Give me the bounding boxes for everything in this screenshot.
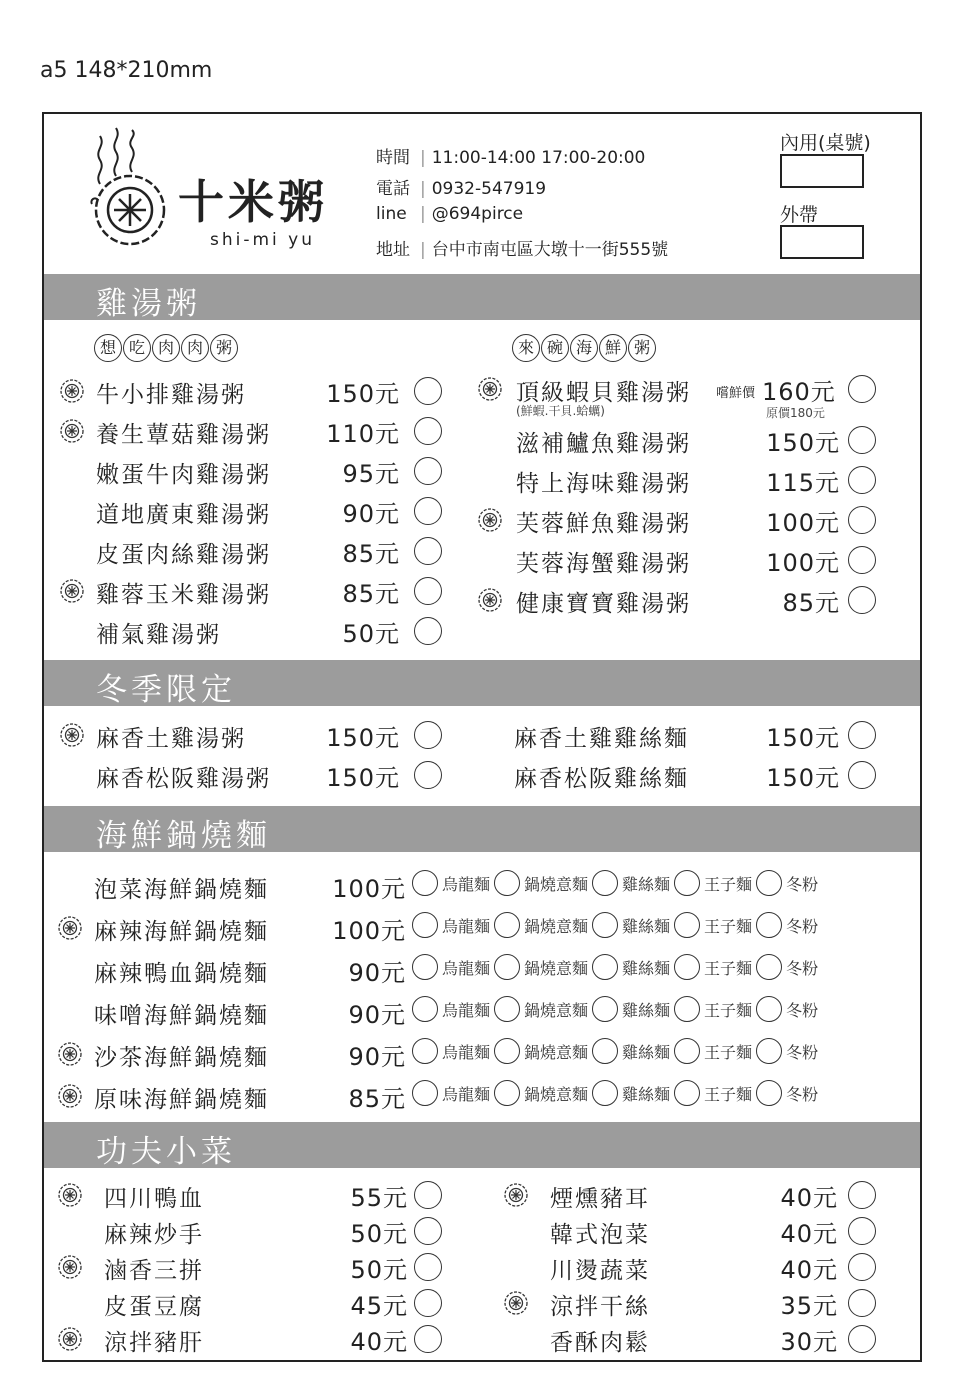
noodle-item-row bbox=[0, 1035, 960, 1073]
item-name: 涼拌豬肝 bbox=[104, 1330, 204, 1356]
takeout-box[interactable] bbox=[780, 225, 864, 259]
noodle-option[interactable] bbox=[592, 954, 670, 980]
item-price: 50元 bbox=[350, 1220, 408, 1248]
noodle-option[interactable] bbox=[494, 1038, 588, 1064]
item-name: 雞蓉玉米雞湯粥 bbox=[96, 582, 271, 608]
noodle-option-checkbox[interactable] bbox=[412, 1038, 438, 1064]
noodle-option[interactable] bbox=[412, 870, 490, 896]
noodle-option[interactable] bbox=[412, 1080, 490, 1106]
item-name: 芙蓉海蟹雞湯粥 bbox=[516, 551, 691, 577]
menu-item-row bbox=[0, 1320, 960, 1358]
item-name: 泡菜海鮮鍋燒麵 bbox=[94, 877, 269, 903]
info-line: line | @694pirce bbox=[376, 204, 524, 224]
item-price: 40元 bbox=[780, 1184, 838, 1212]
item-note: (鮮蝦.干貝.蛤蠣) bbox=[516, 404, 605, 418]
noodle-option[interactable] bbox=[674, 1038, 752, 1064]
section-title: 功夫小菜 bbox=[96, 1134, 236, 1170]
congee-bowl-logo-icon bbox=[86, 126, 182, 256]
menu-item-row bbox=[0, 421, 960, 459]
item-price: 90元 bbox=[342, 500, 400, 528]
noodle-option-label: 王子麵 bbox=[704, 958, 753, 978]
item-price: 55元 bbox=[350, 1184, 408, 1212]
item-name: 麻香松阪雞絲麵 bbox=[514, 766, 689, 792]
tag-char: 碗 bbox=[541, 334, 569, 362]
item-price: 40元 bbox=[780, 1256, 838, 1284]
noodle-option-checkbox[interactable] bbox=[412, 912, 438, 938]
item-name: 麻香松阪雞湯粥 bbox=[96, 766, 271, 792]
item-price: 150元 bbox=[766, 429, 840, 457]
noodle-options bbox=[412, 1038, 822, 1064]
item-name: 麻辣炒手 bbox=[104, 1222, 204, 1248]
item-price: 45元 bbox=[350, 1292, 408, 1320]
item-price: 100元 bbox=[766, 509, 840, 537]
noodle-option[interactable] bbox=[412, 954, 490, 980]
noodle-option[interactable] bbox=[494, 1080, 588, 1106]
noodle-item-row bbox=[0, 1077, 960, 1115]
noodle-option-label: 冬粉 bbox=[786, 1042, 819, 1062]
noodle-option-checkbox[interactable] bbox=[412, 870, 438, 896]
order-checkbox[interactable] bbox=[848, 761, 876, 789]
item-price: 40元 bbox=[780, 1220, 838, 1248]
noodle-option[interactable] bbox=[674, 870, 752, 896]
noodle-option-label: 冬粉 bbox=[786, 916, 819, 936]
section-band-chicken-congee bbox=[44, 274, 920, 320]
tag-char: 鮮 bbox=[599, 334, 627, 362]
noodle-option-label: 雞絲麵 bbox=[622, 916, 671, 936]
noodle-option[interactable] bbox=[494, 870, 588, 896]
takeout-label: 外帶 bbox=[780, 204, 819, 226]
order-checkbox[interactable] bbox=[848, 506, 876, 534]
section-band-sides bbox=[44, 1122, 920, 1168]
noodle-option-label: 雞絲麵 bbox=[622, 874, 671, 894]
item-name: 健康寶寶雞湯粥 bbox=[516, 591, 691, 617]
noodle-option-label: 王子麵 bbox=[704, 1000, 753, 1020]
tag-char: 吃 bbox=[123, 334, 151, 362]
recommended-icon bbox=[478, 588, 502, 612]
item-name: 補氣雞湯粥 bbox=[96, 622, 221, 648]
noodle-options bbox=[412, 1080, 822, 1106]
item-name: 原味海鮮鍋燒麵 bbox=[94, 1087, 269, 1113]
noodle-option-label: 王子麵 bbox=[704, 874, 753, 894]
menu-item-row bbox=[0, 1176, 960, 1214]
item-name: 涼拌干絲 bbox=[550, 1294, 650, 1320]
tag-char: 想 bbox=[94, 334, 122, 362]
noodle-option-checkbox[interactable] bbox=[674, 1080, 700, 1106]
item-name: 芙蓉鮮魚雞湯粥 bbox=[516, 511, 691, 537]
order-checkbox[interactable] bbox=[848, 586, 876, 614]
noodle-option-checkbox[interactable] bbox=[494, 1080, 520, 1106]
section-band-noodles bbox=[44, 806, 920, 852]
item-name: 麻香土雞雞絲麵 bbox=[514, 726, 689, 752]
original-price: 原價180元 bbox=[766, 406, 825, 420]
noodle-options bbox=[412, 912, 822, 938]
noodle-option-label: 王子麵 bbox=[704, 1042, 753, 1062]
info-label: 電話 bbox=[376, 179, 410, 199]
tag-char: 粥 bbox=[210, 334, 238, 362]
info-hours: 時間 | 11:00-14:00 17:00-20:00 bbox=[376, 143, 645, 168]
item-name: 皮蛋豆腐 bbox=[104, 1294, 204, 1320]
item-name: 味噌海鮮鍋燒麵 bbox=[94, 1003, 269, 1029]
noodle-option-label: 烏龍麵 bbox=[442, 874, 491, 894]
recommended-icon bbox=[58, 916, 82, 940]
meat-congee-tag bbox=[94, 334, 238, 364]
noodle-option-label: 雞絲麵 bbox=[622, 958, 671, 978]
item-name: 特上海味雞湯粥 bbox=[516, 471, 691, 497]
tag-char: 海 bbox=[570, 334, 598, 362]
item-name: 養生蕈菇雞湯粥 bbox=[96, 422, 271, 448]
section-title: 冬季限定 bbox=[96, 672, 236, 708]
recommended-icon bbox=[478, 508, 502, 532]
item-name: 麻辣鴨血鍋燒麵 bbox=[94, 961, 269, 987]
noodle-option-label: 冬粉 bbox=[786, 1084, 819, 1104]
noodle-option-label: 鍋燒意麵 bbox=[524, 874, 589, 894]
item-name: 川燙蔬菜 bbox=[550, 1258, 650, 1284]
noodle-option[interactable] bbox=[412, 996, 490, 1022]
order-checkbox[interactable] bbox=[848, 1289, 876, 1317]
noodle-option-label: 烏龍麵 bbox=[442, 916, 491, 936]
info-value: 11:00-14:00 17:00-20:00 bbox=[431, 148, 646, 168]
section-title: 雞湯粥 bbox=[96, 286, 201, 322]
noodle-option-label: 烏龍麵 bbox=[442, 1000, 491, 1020]
recommended-icon bbox=[504, 1183, 528, 1207]
item-price: 50元 bbox=[350, 1256, 408, 1284]
noodle-option-label: 鍋燒意麵 bbox=[524, 916, 589, 936]
noodle-option[interactable] bbox=[674, 912, 752, 938]
noodle-option-label: 烏龍麵 bbox=[442, 958, 491, 978]
menu-item-row bbox=[0, 372, 960, 410]
noodle-option-checkbox[interactable] bbox=[592, 870, 618, 896]
noodle-option-label: 冬粉 bbox=[786, 1000, 819, 1020]
item-price: 85元 bbox=[782, 589, 840, 617]
noodle-option-checkbox[interactable] bbox=[412, 954, 438, 980]
noodle-option-checkbox[interactable] bbox=[674, 996, 700, 1022]
item-price: 150元 bbox=[766, 764, 840, 792]
noodle-option-checkbox[interactable] bbox=[494, 996, 520, 1022]
noodle-options bbox=[412, 996, 822, 1022]
noodle-option-checkbox[interactable] bbox=[756, 954, 782, 980]
item-price: 85元 bbox=[342, 540, 400, 568]
item-name: 沙茶海鮮鍋燒麵 bbox=[94, 1045, 269, 1071]
tag-char: 肉 bbox=[181, 334, 209, 362]
menu-item-row bbox=[0, 1284, 960, 1322]
recommended-icon bbox=[58, 1042, 82, 1066]
item-price: 150元 bbox=[326, 380, 400, 408]
tag-char: 粥 bbox=[628, 334, 656, 362]
order-checkbox[interactable] bbox=[848, 466, 876, 494]
tag-char: 肉 bbox=[152, 334, 180, 362]
noodle-option-label: 王子麵 bbox=[704, 1084, 753, 1104]
tag-char: 來 bbox=[512, 334, 540, 362]
info-label: 時間 bbox=[376, 148, 410, 168]
noodle-option-checkbox[interactable] bbox=[756, 1038, 782, 1064]
info-value: 0932-547919 bbox=[431, 179, 547, 199]
item-price: 30元 bbox=[780, 1328, 838, 1356]
noodle-option-label: 雞絲麵 bbox=[622, 1000, 671, 1020]
noodle-option[interactable] bbox=[592, 1038, 670, 1064]
info-label: line bbox=[376, 204, 407, 224]
menu-item-row bbox=[0, 581, 960, 619]
noodle-option-label: 鍋燒意麵 bbox=[524, 958, 589, 978]
noodle-option-label: 烏龍麵 bbox=[442, 1042, 491, 1062]
order-checkbox[interactable] bbox=[848, 1217, 876, 1245]
noodle-option-checkbox[interactable] bbox=[674, 1038, 700, 1064]
recommended-icon bbox=[58, 1084, 82, 1108]
noodle-option-checkbox[interactable] bbox=[494, 912, 520, 938]
noodle-option[interactable] bbox=[756, 954, 818, 980]
noodle-option-label: 冬粉 bbox=[786, 958, 819, 978]
noodle-option-label: 雞絲麵 bbox=[622, 1084, 671, 1104]
noodle-option[interactable] bbox=[674, 996, 752, 1022]
table-number-box[interactable] bbox=[780, 154, 864, 188]
item-name: 皮蛋肉絲雞湯粥 bbox=[96, 542, 271, 568]
noodle-option[interactable] bbox=[756, 870, 818, 896]
item-price: 100元 bbox=[332, 917, 406, 945]
noodle-option[interactable] bbox=[592, 912, 670, 938]
noodle-options bbox=[412, 870, 822, 896]
noodle-option-checkbox[interactable] bbox=[412, 996, 438, 1022]
promo-label: 嚐鮮價 bbox=[716, 386, 756, 401]
noodle-option-label: 烏龍麵 bbox=[442, 1084, 491, 1104]
noodle-option-label: 王子麵 bbox=[704, 916, 753, 936]
item-name: 頂級蝦貝雞湯粥 bbox=[516, 380, 691, 406]
noodle-option-checkbox[interactable] bbox=[756, 996, 782, 1022]
noodle-option[interactable] bbox=[592, 1080, 670, 1106]
noodle-option-checkbox[interactable] bbox=[674, 870, 700, 896]
section-title: 海鮮鍋燒麵 bbox=[96, 818, 271, 854]
order-checkbox[interactable] bbox=[848, 721, 876, 749]
noodle-option[interactable] bbox=[494, 912, 588, 938]
noodle-item-row bbox=[0, 993, 960, 1031]
item-name: 麻香土雞湯粥 bbox=[96, 726, 246, 752]
noodle-option-checkbox[interactable] bbox=[494, 1038, 520, 1064]
noodle-option-checkbox[interactable] bbox=[592, 954, 618, 980]
noodle-option[interactable] bbox=[412, 1038, 490, 1064]
item-price: 90元 bbox=[348, 1043, 406, 1071]
noodle-item-row bbox=[0, 951, 960, 989]
noodle-option-checkbox[interactable] bbox=[592, 1038, 618, 1064]
order-checkbox[interactable] bbox=[414, 377, 442, 405]
item-price: 85元 bbox=[348, 1085, 406, 1113]
dine-in-label: 內用(桌號) bbox=[780, 132, 871, 154]
noodle-option[interactable] bbox=[756, 912, 818, 938]
noodle-option-label: 鍋燒意麵 bbox=[524, 1084, 589, 1104]
noodle-option[interactable] bbox=[674, 1080, 752, 1106]
noodle-option-checkbox[interactable] bbox=[674, 912, 700, 938]
noodle-option[interactable] bbox=[756, 1080, 818, 1106]
item-price: 150元 bbox=[766, 724, 840, 752]
noodle-option-checkbox[interactable] bbox=[592, 996, 618, 1022]
item-price: 160元 bbox=[762, 378, 836, 406]
menu-item-row bbox=[0, 1212, 960, 1250]
item-price: 95元 bbox=[342, 460, 400, 488]
item-price: 90元 bbox=[348, 1001, 406, 1029]
noodle-option-label: 鍋燒意麵 bbox=[524, 1000, 589, 1020]
item-name: 麻辣海鮮鍋燒麵 bbox=[94, 919, 269, 945]
order-checkbox[interactable] bbox=[848, 1181, 876, 1209]
item-name: 滋補鱸魚雞湯粥 bbox=[516, 431, 691, 457]
recommended-icon bbox=[60, 379, 84, 403]
paper-size-label: a5 148*210mm bbox=[40, 58, 213, 83]
noodle-option[interactable] bbox=[592, 870, 670, 896]
noodle-option-checkbox[interactable] bbox=[756, 912, 782, 938]
noodle-option[interactable] bbox=[494, 996, 588, 1022]
brand-romanized: shi-mi yu bbox=[210, 230, 316, 250]
item-name: 韓式泡菜 bbox=[550, 1222, 650, 1248]
item-price: 100元 bbox=[766, 549, 840, 577]
noodle-option-checkbox[interactable] bbox=[756, 870, 782, 896]
noodle-option-checkbox[interactable] bbox=[674, 954, 700, 980]
noodle-option[interactable] bbox=[592, 996, 670, 1022]
order-checkbox[interactable] bbox=[848, 426, 876, 454]
item-price: 150元 bbox=[326, 764, 400, 792]
item-price: 100元 bbox=[332, 875, 406, 903]
item-price: 90元 bbox=[348, 959, 406, 987]
item-name: 滷香三拼 bbox=[104, 1258, 204, 1284]
brand-name: 十米粥 bbox=[178, 175, 328, 229]
item-price: 115元 bbox=[766, 469, 840, 497]
recommended-icon bbox=[504, 1291, 528, 1315]
noodle-option[interactable] bbox=[756, 1038, 818, 1064]
item-name: 牛小排雞湯粥 bbox=[96, 382, 246, 408]
info-address: 地址 | 台中市南屯區大墩十一街555號 bbox=[376, 235, 668, 260]
item-price: 50元 bbox=[342, 620, 400, 648]
noodle-option-label: 冬粉 bbox=[786, 874, 819, 894]
item-name: 道地廣東雞湯粥 bbox=[96, 502, 271, 528]
menu-item-row bbox=[0, 501, 960, 539]
noodle-option-checkbox[interactable] bbox=[494, 870, 520, 896]
noodle-item-row bbox=[0, 867, 960, 905]
order-checkbox[interactable] bbox=[848, 546, 876, 574]
item-name: 香酥肉鬆 bbox=[550, 1330, 650, 1356]
section-band-winter bbox=[44, 660, 920, 706]
info-label: 地址 bbox=[376, 240, 410, 260]
seafood-congee-tag bbox=[512, 334, 656, 364]
noodle-item-row bbox=[0, 909, 960, 947]
order-checkbox[interactable] bbox=[848, 1325, 876, 1353]
info-phone: 電話 | 0932-547919 bbox=[376, 174, 546, 199]
item-name: 煙燻豬耳 bbox=[550, 1186, 650, 1212]
item-price: 40元 bbox=[350, 1328, 408, 1356]
noodle-option[interactable] bbox=[412, 912, 490, 938]
noodle-option[interactable] bbox=[756, 996, 818, 1022]
item-name: 嫩蛋牛肉雞湯粥 bbox=[96, 462, 271, 488]
order-checkbox[interactable] bbox=[848, 1253, 876, 1281]
menu-item-row bbox=[0, 461, 960, 499]
noodle-option-checkbox[interactable] bbox=[592, 912, 618, 938]
noodle-option-checkbox[interactable] bbox=[756, 1080, 782, 1106]
item-price: 85元 bbox=[342, 580, 400, 608]
menu-item-row bbox=[0, 756, 960, 794]
item-price: 110元 bbox=[326, 420, 400, 448]
noodle-options bbox=[412, 954, 822, 980]
item-name: 四川鴨血 bbox=[104, 1186, 204, 1212]
info-value: 台中市南屯區大墩十一街555號 bbox=[431, 240, 669, 260]
item-price: 150元 bbox=[326, 724, 400, 752]
item-price: 35元 bbox=[780, 1292, 838, 1320]
noodle-option[interactable] bbox=[494, 954, 588, 980]
info-value: @694pirce bbox=[431, 204, 524, 224]
noodle-option-label: 鍋燒意麵 bbox=[524, 1042, 589, 1062]
menu-item-row bbox=[0, 541, 960, 579]
noodle-option-checkbox[interactable] bbox=[592, 1080, 618, 1106]
noodle-option-label: 雞絲麵 bbox=[622, 1042, 671, 1062]
menu-item-row bbox=[0, 716, 960, 754]
menu-item-row bbox=[0, 1248, 960, 1286]
noodle-option-checkbox[interactable] bbox=[412, 1080, 438, 1106]
noodle-option-checkbox[interactable] bbox=[494, 954, 520, 980]
order-checkbox[interactable] bbox=[414, 617, 442, 645]
noodle-option[interactable] bbox=[674, 954, 752, 980]
